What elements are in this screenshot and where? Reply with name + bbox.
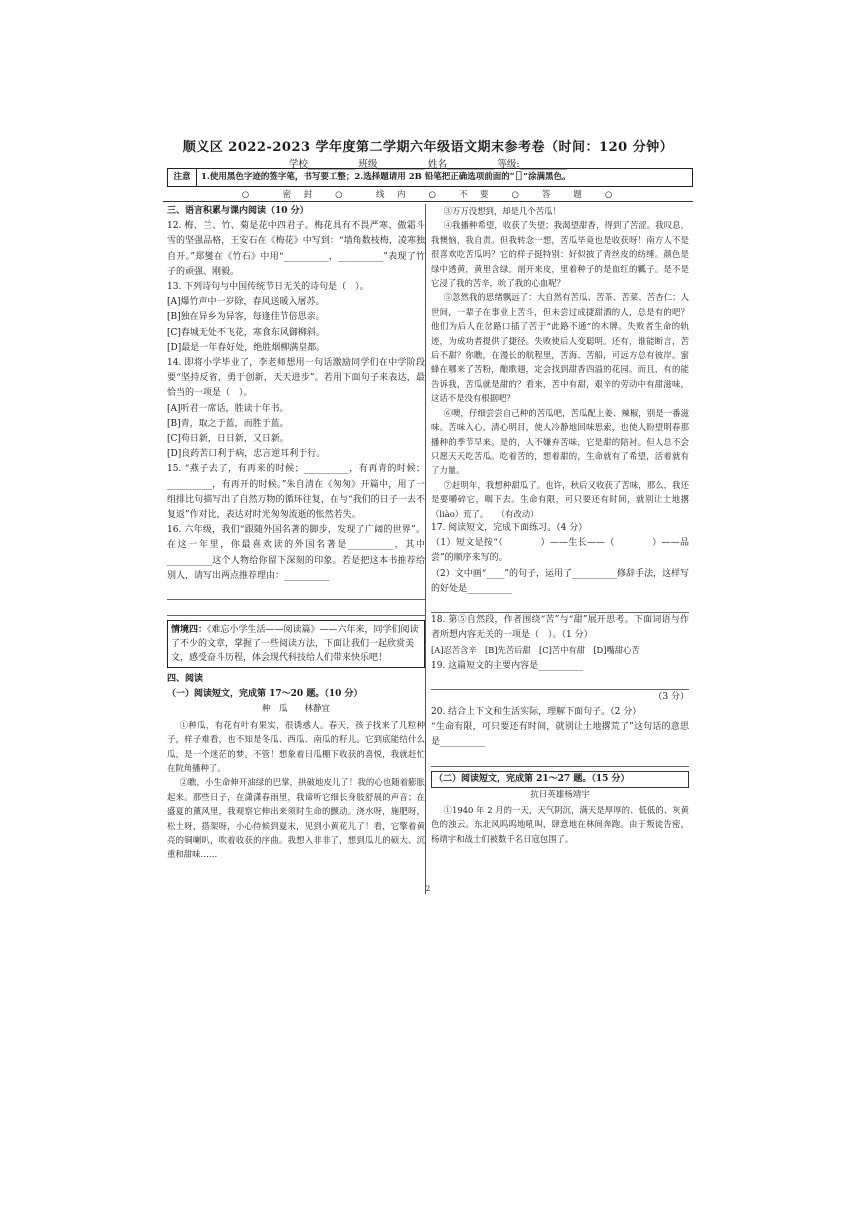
notice-box: [167, 168, 693, 187]
exam-page: [163, 128, 693, 898]
question-17-1: （1）短文是按“（ ）——生长——（ ）——品尝”的顺序来写的。: [431, 538, 689, 564]
reading-2-heading: （二）阅读短文，完成第 21～27 题。（15 分）: [431, 771, 689, 788]
question-15: 15. “燕子去了，有再来的时候；__________，有再青的时候；__________，有再开的时候。”朱自清在《匆匆》开篇中，用了一组排比句描写出了自然万物的循环往复，在与“我们的日子一去不复返”作对比，表达对时光匆匆流逝的怅然若失。: [167, 464, 425, 521]
question-18-options: [A]忍苦含辛 [B]先苦后甜 [C]苦中有甜 [D]嘴甜心苦: [431, 645, 640, 656]
question-18: 18. 第⑤自然段，作者围绕“苦”与“甜”展开思考。下面词语与作者所想内容无关的一项是（ ）。（1 分）: [431, 614, 689, 641]
page-number: 2: [425, 885, 431, 893]
paragraph-7: ⑦赶明年，我想种甜瓜了。也许，秋后又收获了苦味，那么，我还是要嚼碎它，咽下去。生命有限，可只要还有时间，就别让土地撂（liào）荒了。 （有改动）: [431, 479, 689, 519]
question-14: 14. 即将小学毕业了，李老师想用一句话激励同学们在中学阶段要“坚持反省，勇于创新，天天进步”。若用下面句子来表达，最恰当的一项是（ ）。: [167, 358, 425, 399]
divider: [163, 201, 693, 202]
paragraph-5: ⑤忽然我的思绪飘远了：大自然有苦瓜、苦茶、苦菜、苦杏仁；人世间，一辈子在事业上苦斗，但未尝过成捷甜酒的人，总是有的吧？他们为后人在岔路口插了苦于“此路不通”的木牌。失败者生命的轨迹，为成功者提供了捷径。失败使后人变聪明。还有，谁能断言，苦后不甜？你瞧，在漫长的航程里，苦海、苦船，可远方总有彼岸。蜜蜂在哪来了苦粉，酿歌翅，定会找到甜香四溢的花园。而且，有的能告诉我，苦瓜就是甜的？看来，苦中有甜，艰辛的劳动中有甜滋味，这话不是没有根据吧？: [431, 292, 689, 404]
notice-text: 1.使用黑色字迹的签字笔，书写要工整；2.选择题请用 2B 铅笔把正确选项前面的“［］”涂满黑色。: [201, 172, 571, 182]
question-16: 16. 六年级，我们“跟随外国名著的脚步，发现了广阔的世界”。在这一年里，你最喜欢读的外国名著是__________，其中__________这个人物给你留下深刻的印象。若是把这本书推荐给别人，请写出两点推荐理由：__________: [167, 525, 425, 581]
question-20: 20. 结合上下文和生活实际，理解下面句子。（2 分）: [431, 706, 642, 717]
section-4-heading: 四、阅读: [167, 674, 204, 685]
paragraph-4: ④我播种希望，收获了失望；我渴望甜香，得到了苦涩。我叹息，我懊恼，我自责。但我转念一想，苦瓜毕竟也是收获呀！南方人不是很喜欢吃苦瓜吗？它的样子挺特别：好似披了青丝皮的纺缍。颜色是绿中透黄，黄里含绿。剖开来皮，里着种子的是血红的瓤子。是不是它浸了我的苦辛，吮了我的心血呢？: [431, 220, 689, 289]
paragraph-2: ②瞧，小生命伸开油绿的巴掌，拱破地皮儿了！我的心也随着膨胀起来。那些日子，在潇潇春雨里，我谛听它细长身肢舒展的声音；在盛夏的薰风里，我观察它伸出来须时生命的颤动。浇水呀，施肥呀，松土呀，搭架呀，小心侍候到夏末，见到小黄花儿了！看，它擎着黄亮的铜喇叭，吹着收获的序曲。我想入非非了，想到瓜儿的硕大、沉重和甜味……: [167, 777, 425, 860]
exam-title: 顺义区 2022-2023 学年度第二学期六年级语文期末参考卷（时间：120 分钟）: [182, 140, 674, 155]
question-19: 19. 这篇短文的主要内容是__________: [431, 660, 584, 671]
story-2-title: 抗日英雄杨靖宇: [530, 789, 590, 800]
answer-line: [431, 751, 689, 767]
answer-line: [167, 600, 425, 616]
question-20-sentence: “生命有限，可只要还有时间，就别让土地撂荒了”这句话的意思是__________: [431, 722, 689, 748]
option-13d: [D]最是一年春好处，绝胜烟柳满皇都。: [167, 342, 326, 353]
student-info-line: 学校__________ 班级__________ 姓名__________ 等级:__________: [288, 159, 568, 170]
answer-line: [431, 674, 689, 690]
column-divider: [425, 204, 426, 894]
option-14d: [D]良药苦口利于病，忠言逆耳利于行。: [167, 449, 326, 460]
paragraph-1: ①种瓜，有花有叶有果实，很诱惑人。春天，孩子找来了几粒种子，样子难看，也不知是冬瓜、西瓜、南瓜的籽儿。它到底能结什么瓜，是一个迷茫的梦。不管！想象着日瓜棚下收获的喜悦，我就赶忙在院角播种了。: [167, 719, 425, 773]
left-column: [167, 204, 425, 862]
context-box: [167, 620, 425, 668]
right-column: [431, 204, 689, 846]
option-14b: [B]青，取之于蓝，而胜于蓝。: [167, 418, 289, 429]
answer-line: [167, 584, 425, 600]
option-13b: [B]独在异乡为异客，每逢佳节倍思亲。: [167, 312, 325, 323]
question-12: 12. 梅、兰、竹、菊是花中四君子。梅花具有不畏严寒、傲霜斗雪的坚强品格，王安石在《梅花》中写到：“墙角数枝梅，凌寒独自开。”郑燮在《竹石》中用“__________，__________”表现了竹子的顽强、刚毅。: [167, 221, 425, 277]
section-3-heading: 三、语言积累与课内阅读（10 分）: [167, 206, 309, 216]
question-13: 13. 下列诗句与中国传统节日无关的诗句是（ ）。: [167, 282, 369, 293]
context-text: 《难忘小学生活——阅读篇》——六年来，同学们阅读了不少的文章，掌握了一些阅读方法，下面让我们一起欣赏美文，感受奋斗历程，体会现代科技给人们带来快乐吧！: [171, 625, 419, 664]
context-label: 情境四：: [171, 625, 208, 636]
story-title: 种 瓜 林静宜: [261, 704, 330, 715]
option-13a: [A]爆竹声中一岁除，春风送暖入屠苏。: [167, 297, 325, 308]
reading-1-heading: （一）阅读短文，完成第 17～20 题。（10 分）: [167, 689, 363, 700]
option-14c: [C]苟日新，日日新，又日新。: [167, 434, 289, 445]
option-13c: [C]春城无处不飞花，寒食东风御柳斜。: [167, 327, 325, 338]
notice-label: 注意: [168, 169, 197, 186]
option-14a: [A]听君一席话，胜读十年书。: [167, 403, 289, 414]
paragraph-2-1: ①1940 年 2 月的一天，天气阴沉，满天是厚厚的、低低的、灰黄色的浊云。东北风呜呜地吼叫，肆意地在林间奔跑。由于叛徒告密，杨靖宇和战士们被数千名日寇包围了。: [431, 804, 689, 844]
answer-line: [431, 597, 689, 613]
question-17-2: （2）文中画“____”的句子，运用了__________修辞手法，这样写的好处是__________: [431, 568, 689, 594]
seal-line: ○ 密 封 ○ 线 内 ○ 不 要 ○ 答 题 ○: [241, 190, 615, 200]
question-17: 17. 阅读短文，完成下面练习。（4 分）: [431, 522, 588, 533]
paragraph-3: ③万万没想到，却是几个苦瓜！: [443, 206, 561, 216]
paragraph-6: ⑥噢，仔细尝尝自己种的苦瓜吧，苦瓜配上姜、辣椒，别是一番滋味。苦味入心，清心明目，使人冷静地回味思索，也使人盼望明春那播种的季节早来。是的，人不嫌弃苦味，它是甜的陪衬。但人总不会只愿天天吃苦瓜。吃着苦的，想着甜的，生命就有了希望，活着就有了力量。: [431, 407, 689, 476]
question-19-points: （3 分）: [653, 691, 689, 702]
